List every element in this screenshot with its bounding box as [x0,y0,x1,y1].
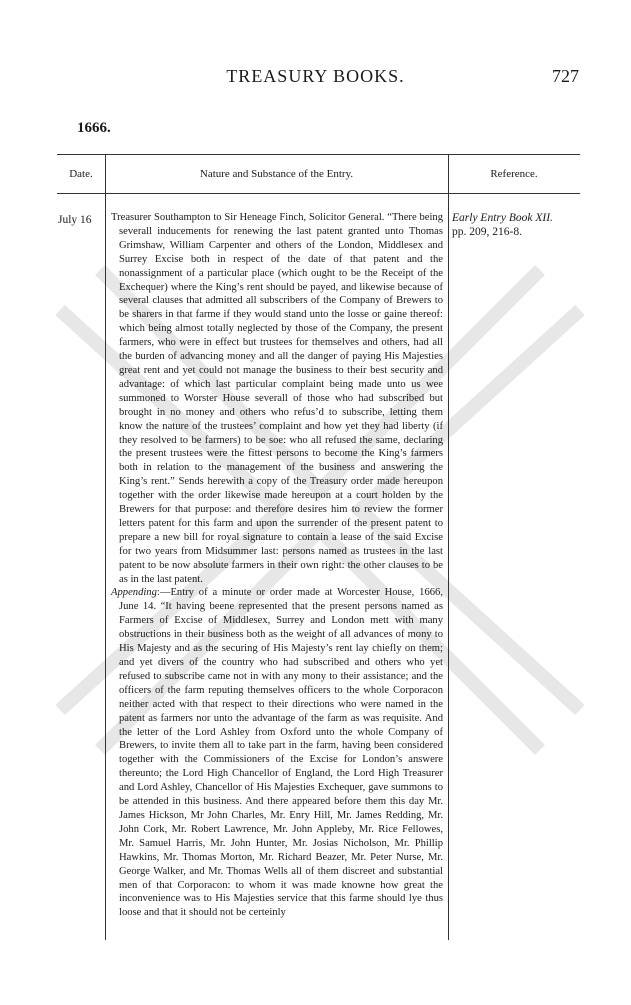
running-title: TREASURY BOOKS. [226,66,405,86]
running-head [0,66,631,90]
column-divider [105,155,106,940]
column-divider [448,155,449,940]
year-heading: 1666. [77,120,111,136]
entry-date: July 16 [58,214,92,226]
reference-column-header: Reference. [490,168,538,180]
appending-label: Appending [111,587,157,599]
reference-pages: pp. 209, 216-8. [452,226,522,238]
page-number: 727 [552,66,579,86]
reference-cell [452,211,577,239]
entry-text [111,211,443,920]
reference-book: Early Entry Book XII. [452,212,553,224]
header-rule [57,193,580,194]
entry-paragraph: Treasurer Southampton to Sir Heneage Finch, Solicitor General. “There being severall inducements for renewing the last patent granted unto Thomas Grimshaw, William Carpenter and others of the London, Middlesex and Surrey Excise both in respect of the date of that patent and the nonassignment of a particular place (which ought to be the Receipt of the Exchequer) where the King’s rent should be payed, and likewise because of several clauses that admitted all subscribers of the Company of Brewers to be sharers in that farme if they would stand unto the losse or gaine thereof: which being almost totally neglected by those of the Company, the present farmers, who were in effect but trustees for themselves and others, had all the burden of advancing money and all the danger of paying His Majesties great rent and yet could not manage the business to their best security and advantage: of which last particular complaint being made unto us wee summoned to Worster House severall of those who had subscribed but brought in no money and others who refus’d to subscribe, letting them know the nature of the trustees’ complaint and how yet they had liberty (if they resolved to be farmers) to be soe: who all refused the same, declaring the present trustees were the fittest persons to become the King’s farmers both in relation to the management of the business and answering the King’s rent.” Sends herewith a copy of the Treasury order made hereupon together with the order likewise made hereupon at a court holden by the Brewers for that purpose: and therefore desires him to review the former letters patent for this farm and upon the surrender of the present patent to prepare a new bill for royal signature to contain a lease of the said Excise for two years from Midsummer last: persons named as trustees in the last patent to be now absolute farmers in their own right: the other clauses to be as in the last patent. [111,212,443,585]
date-column-header: Date. [69,168,93,180]
appending-paragraph [111,586,443,920]
appending-text: :—Entry of a minute or order made at Worcester House, 1666, June 14. “It having beene represented that the present persons named as Farmers of Excise of Middlesex, Surrey and London mett with many obstructions in their business both as the weight of all advances of mony to His Majesty and as the securing of His Majesty’s rent lay chiefly on them; and yet divers of the country who had subscribed and others who yet refused to subscribe came not in with any mony to their assistance; and the officers of the farm reputing themselves officers to the whole Corporacon neither acted with that respect to their directions who were named in the patent as farmers nor unto the advantage of the farm as was requisite. And the letter of the Lord Ashley from Oxford unto the whole Company of Brewers, to invite them all to take part in the farm, having been considered together with the Commissioners of the Excise for London’s answere thereunto; the Lord High Chancellor of England, the Lord High Treasurer and Lord Ashley, Chancellor of His Majesties Exchequer, gave summons to be attended in this business. And there appeared before them this day Mr. James Hickson, Mr John Charles, Mr. Enry Hill, Mr. James Redding, Mr. John Cork, Mr. Robert Lawrence, Mr. John Appleby, Mr. Rice Fellowes, Mr. Samuel Harris, Mr. John Hunter, Mr. Josias Nicholson, Mr. Phillip Hawkins, Mr. Thomas Morton, Mr. Richard Beazer, Mr. Peter Nurse, Mr. George Walker, and Mr. Thomas Wells all of them discreet and substantial men of that Corporacon: to whom it was made knowne how great the inconvenience was to His Majesties service that this farme should lye thus loose and that it should not be certeinly [119,587,443,919]
entry-column-header: Nature and Substance of the Entry. [199,168,354,180]
